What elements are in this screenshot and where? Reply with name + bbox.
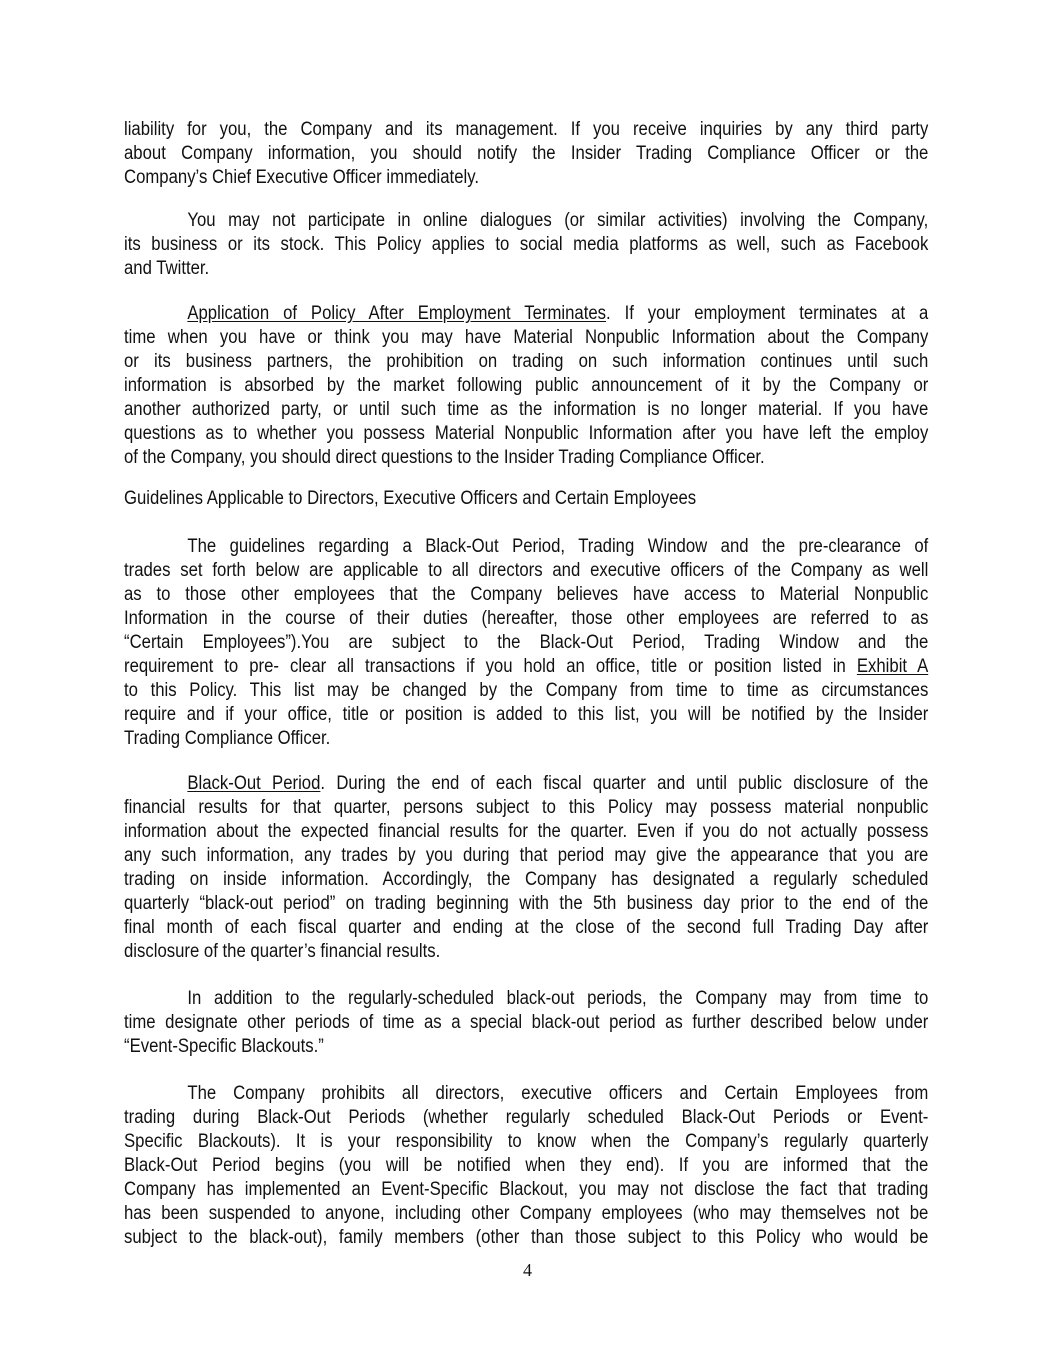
text-line-content [124,302,928,326]
underlined-term: Application of Policy After Employment Terminates [187,303,607,324]
text-segment: . If your employment terminates at a [606,303,929,324]
text-line-content: to this Policy. This list may be changed by the Company from time to time as circumstances [124,680,929,701]
text-line-content: subject to the black-out), family members (other than those subject to this Policy who would be [124,1227,929,1248]
text-line [124,209,928,233]
text-line-content: You may not participate in online dialogues (or similar activities) involving the Company, [187,210,929,231]
text-line-content: information about the expected financial results for the quarter. Even if you do not actually possess [124,821,929,842]
text-line [124,1106,928,1130]
text-line [124,1202,928,1226]
text-line-content: any such information, any trades by you during that period may give the appearance that you are [124,845,929,866]
text-line-content: Company’s Chief Executive Officer immediately. [124,167,479,188]
text-line [124,1035,928,1059]
text-line [124,892,928,916]
text-line-content: questions as to whether you possess Material Nonpublic Information after you have left the employ [124,423,929,444]
text-line [124,1130,928,1154]
underlined-term: Black-Out Period [187,773,321,794]
text-line-content: as to those other employees that the Company believes have access to Material Nonpublic [124,584,929,605]
text-line-content: has been suspended to anyone, including other Company employees (who may themselves not be [124,1203,929,1224]
text-line-content: about Company information, you should notify the Insider Trading Compliance Officer or the [124,143,929,164]
text-line [124,772,928,796]
text-segment: . During the end of each fiscal quarter and until public disclosure of the [320,773,929,794]
text-line [124,820,928,844]
text-line [124,487,928,511]
text-line [124,607,928,631]
text-line [124,1011,928,1035]
text-line-content: quarterly “black-out period” on trading beginning with the 5th business day prior to the end of the [124,893,929,914]
text-line [124,422,928,446]
text-line-content: information is absorbed by the market following public announcement of it by the Company or [124,375,929,396]
text-line-content: its business or its stock. This Policy applies to social media platforms as well, such as Facebook [124,234,929,255]
text-line [124,166,928,190]
paragraph-black-out-period [124,772,928,964]
text-line-content: Black-Out Period begins (you will be notified when they end). If you are informed that the [124,1155,929,1176]
text-line-content: and Twitter. [124,258,210,279]
paragraph-online-dialogues [124,209,928,281]
text-line [124,868,928,892]
paragraph-inquiries [124,118,928,190]
section-heading [124,487,928,511]
text-line-content: liability for you, the Company and its management. If you receive inquiries by any third party [124,119,929,140]
text-line-content: The guidelines regarding a Black-Out Period, Trading Window and the pre-clearance of [187,536,929,557]
text-line-content: trading on inside information. Accordingly, the Company has designated a regularly scheduled [124,869,929,890]
text-line-content: or its business partners, the prohibition on trading on such information continues until such [124,351,929,372]
text-line [124,233,928,257]
text-line [124,631,928,655]
text-line-content: require and if your office, title or position is added to this list, you will be notified by the Insider [124,704,929,725]
text-line-content: time designate other periods of time as a special black-out period as further described below under [124,1012,929,1033]
text-line-content: another authorized party, or until such time as the information is no longer material. If you have [124,399,929,420]
text-line [124,796,928,820]
paragraph-after-employment [124,302,928,470]
paragraph-prohibition [124,1082,928,1250]
text-line-content: “Certain Employees”).You are subject to the Black-Out Period, Trading Window and the [124,632,929,653]
text-line [124,583,928,607]
text-line [124,1154,928,1178]
text-line-content: Guidelines Applicable to Directors, Executive Officers and Certain Employees [124,488,697,509]
text-line-content: In addition to the regularly-scheduled black-out periods, the Company may from time to [187,988,929,1009]
text-line-content: Specific Blackouts). It is your responsibility to know when the Company’s regularly quarterly [124,1131,929,1152]
text-line-content [124,655,928,679]
text-line [124,844,928,868]
text-line-content: The Company prohibits all directors, executive officers and Certain Employees from [187,1083,929,1104]
page-number: 4 [523,1260,532,1280]
text-line [124,1226,928,1250]
text-line [124,535,928,559]
text-line-content: final month of each fiscal quarter and ending at the close of the second full Trading Day after [124,917,929,938]
text-line [124,987,928,1011]
text-line [124,703,928,727]
text-line-content: time when you have or think you may have Material Nonpublic Information about the Company [124,327,929,348]
text-line [124,916,928,940]
text-line [124,727,928,751]
text-line [124,1178,928,1202]
text-line [124,679,928,703]
text-line-content: disclosure of the quarter’s financial results. [124,941,441,962]
text-line-content: Company has implemented an Event-Specific Blackout, you may not disclose the fact that trading [124,1179,929,1200]
text-line [124,446,928,470]
paragraph-special-black-out [124,987,928,1059]
text-line [124,398,928,422]
text-line [124,302,928,326]
text-line-content: of the Company, you should direct questions to the Insider Trading Compliance Officer. [124,447,765,468]
text-line-content: Information in the course of their duties (hereafter, those other employees are referred to as [124,608,929,629]
text-line-content [124,772,928,796]
text-line [124,374,928,398]
text-line [124,940,928,964]
text-line [124,257,928,281]
text-line-content: Trading Compliance Officer. [124,728,331,749]
text-line [124,655,928,679]
text-line [124,559,928,583]
paragraph-guidelines [124,535,928,751]
text-line [124,118,928,142]
text-line-content: trading during Black-Out Periods (whether regularly scheduled Black-Out Periods or Event- [124,1107,929,1128]
text-line [124,326,928,350]
text-line-content: financial results for that quarter, persons subject to this Policy may possess material nonpublic [124,797,929,818]
text-line-content: “Event-Specific Blackouts.” [124,1036,324,1057]
text-line [124,1082,928,1106]
text-line [124,350,928,374]
text-line-content: trades set forth below are applicable to all directors and executive officers of the Company as well [124,560,929,581]
underlined-term: Exhibit A [856,656,929,677]
text-segment: requirement to pre- clear all transactions if you hold an office, title or position listed in [124,656,857,677]
text-line [124,142,928,166]
